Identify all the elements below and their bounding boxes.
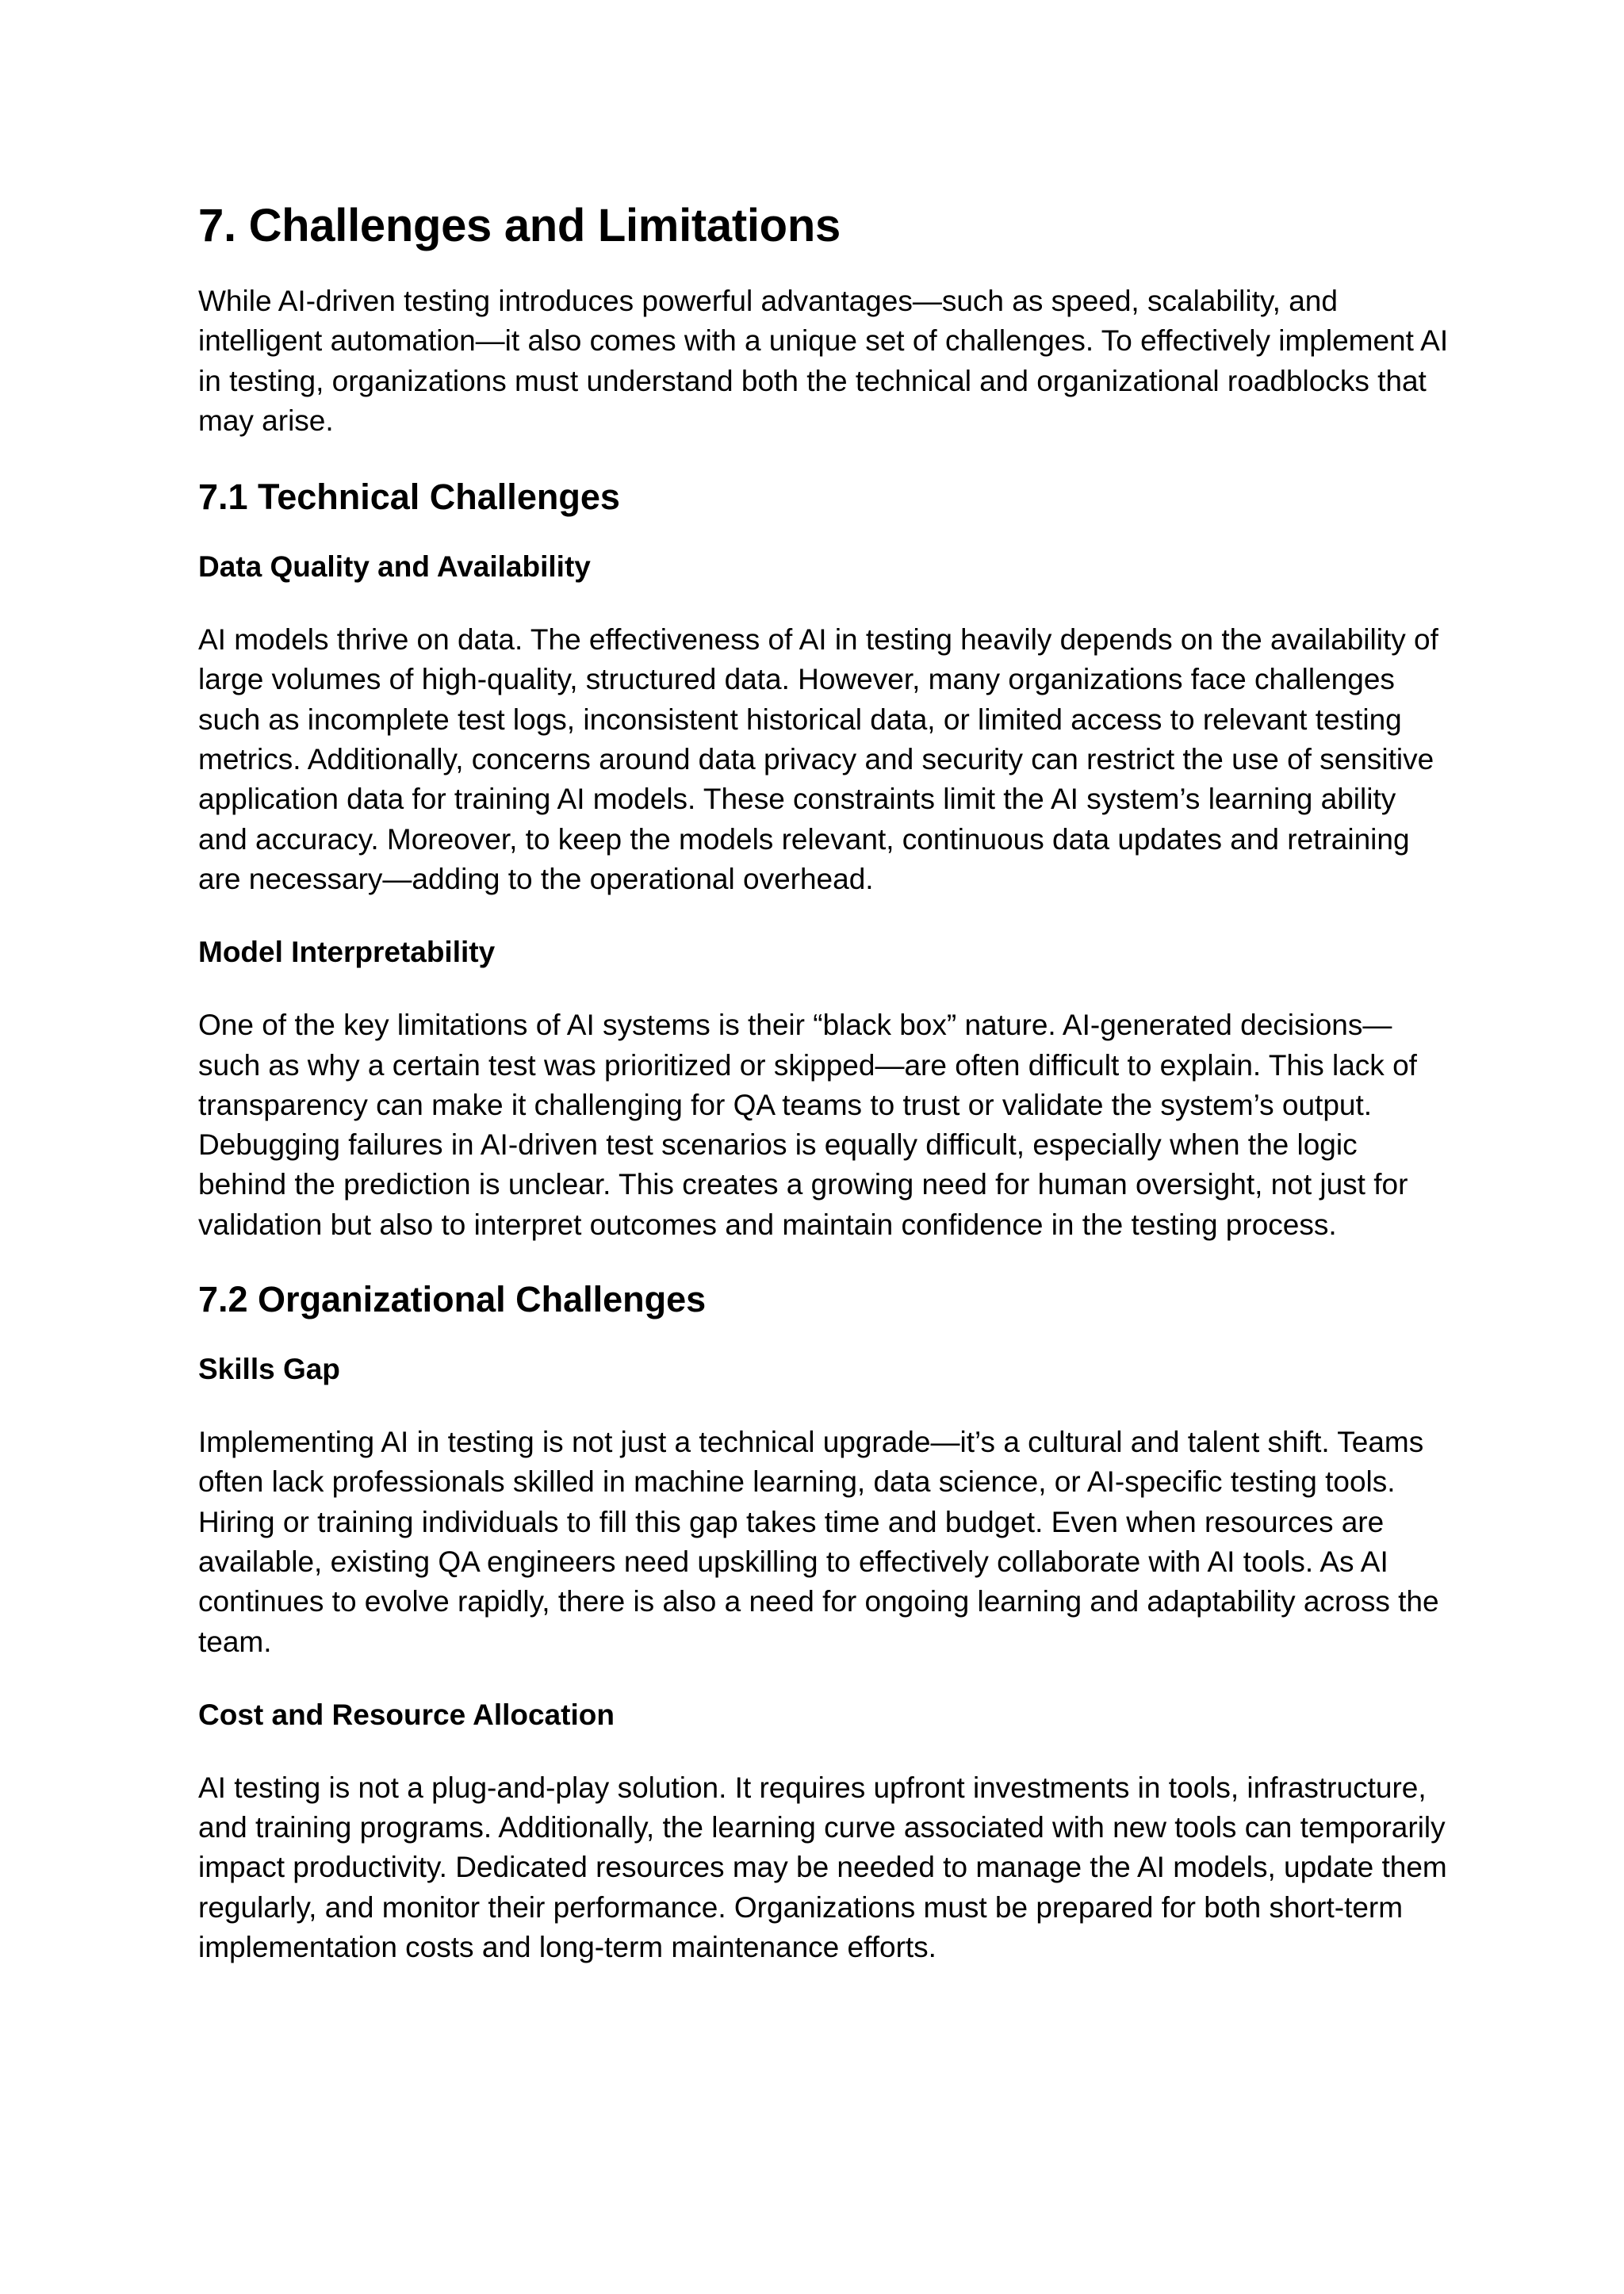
page-title: 7. Challenges and Limitations — [198, 200, 841, 251]
subsection-heading-data-quality: Data Quality and Availability — [198, 550, 591, 584]
subsection-heading-cost-resource: Cost and Resource Allocation — [198, 1698, 615, 1731]
paragraph-skills-gap: Implementing AI in testing is not just a technical upgrade—it’s a cultural and talent shift. Teams often lack professionals skilled in machine learning, data science, or AI-specific testing tools. Hiring or training individuals to fill this gap takes time and budget. Even when resources are available, existing QA engineers need upskilling to effectively collaborate with AI tools. As AI continues to evolve rapidly, there is also a need for ongoing learning and adaptability across the team. — [198, 1426, 1439, 1658]
section-heading-technical-challenges: 7.1 Technical Challenges — [198, 477, 620, 518]
subsection-heading-skills-gap: Skills Gap — [198, 1353, 340, 1386]
document-page — [198, 195, 1451, 1967]
paragraph-cost-resource: AI testing is not a plug-and-play solution. It requires upfront investments in tools, infrastructure, and training programs. Additionally, the learning curve associated with new tools can temporarily impact productivity. Dedicated resources may be needed to manage the AI models, update them regularly, and monitor their performance. Organizations must be prepared for both short-term implementation costs and long-term maintenance efforts. — [198, 1771, 1447, 1964]
subsection-heading-model-interpretability: Model Interpretability — [198, 936, 496, 969]
paragraph-data-quality: AI models thrive on data. The effectiveness of AI in testing heavily depends on the availability of large volumes of high-quality, structured data. However, many organizations face challenges such as incomplete test logs, inconsistent historical data, or limited access to relevant testing metrics. Additionally, concerns around data privacy and security can restrict the use of sensitive application data for training AI models. These constraints limit the AI system’s learning ability and accuracy. Moreover, to keep the models relevant, continuous data updates and retraining are necessary—adding to the operational overhead. — [198, 623, 1438, 895]
intro-paragraph: While AI-driven testing introduces powerful advantages—such as speed, scalability, and intelligent automation—it also comes with a unique set of challenges. To effectively implement AI in testing, organizations must understand both the technical and organizational roadblocks that may arise. — [198, 285, 1449, 437]
section-heading-organizational-challenges: 7.2 Organizational Challenges — [198, 1279, 707, 1320]
paragraph-model-interpretability: One of the key limitations of AI systems is their “black box” nature. AI-generated decisions—such as why a certain test was prioritized or skipped—are often difficult to explain. This lack of transparency can make it challenging for QA teams to trust or validate the system’s output. Debugging failures in AI-driven test scenarios is equally difficult, especially when the logic behind the prediction is unclear. This creates a growing need for human oversight, not just for validation but also to interpret outcomes and maintain confidence in the testing process. — [198, 1009, 1417, 1241]
